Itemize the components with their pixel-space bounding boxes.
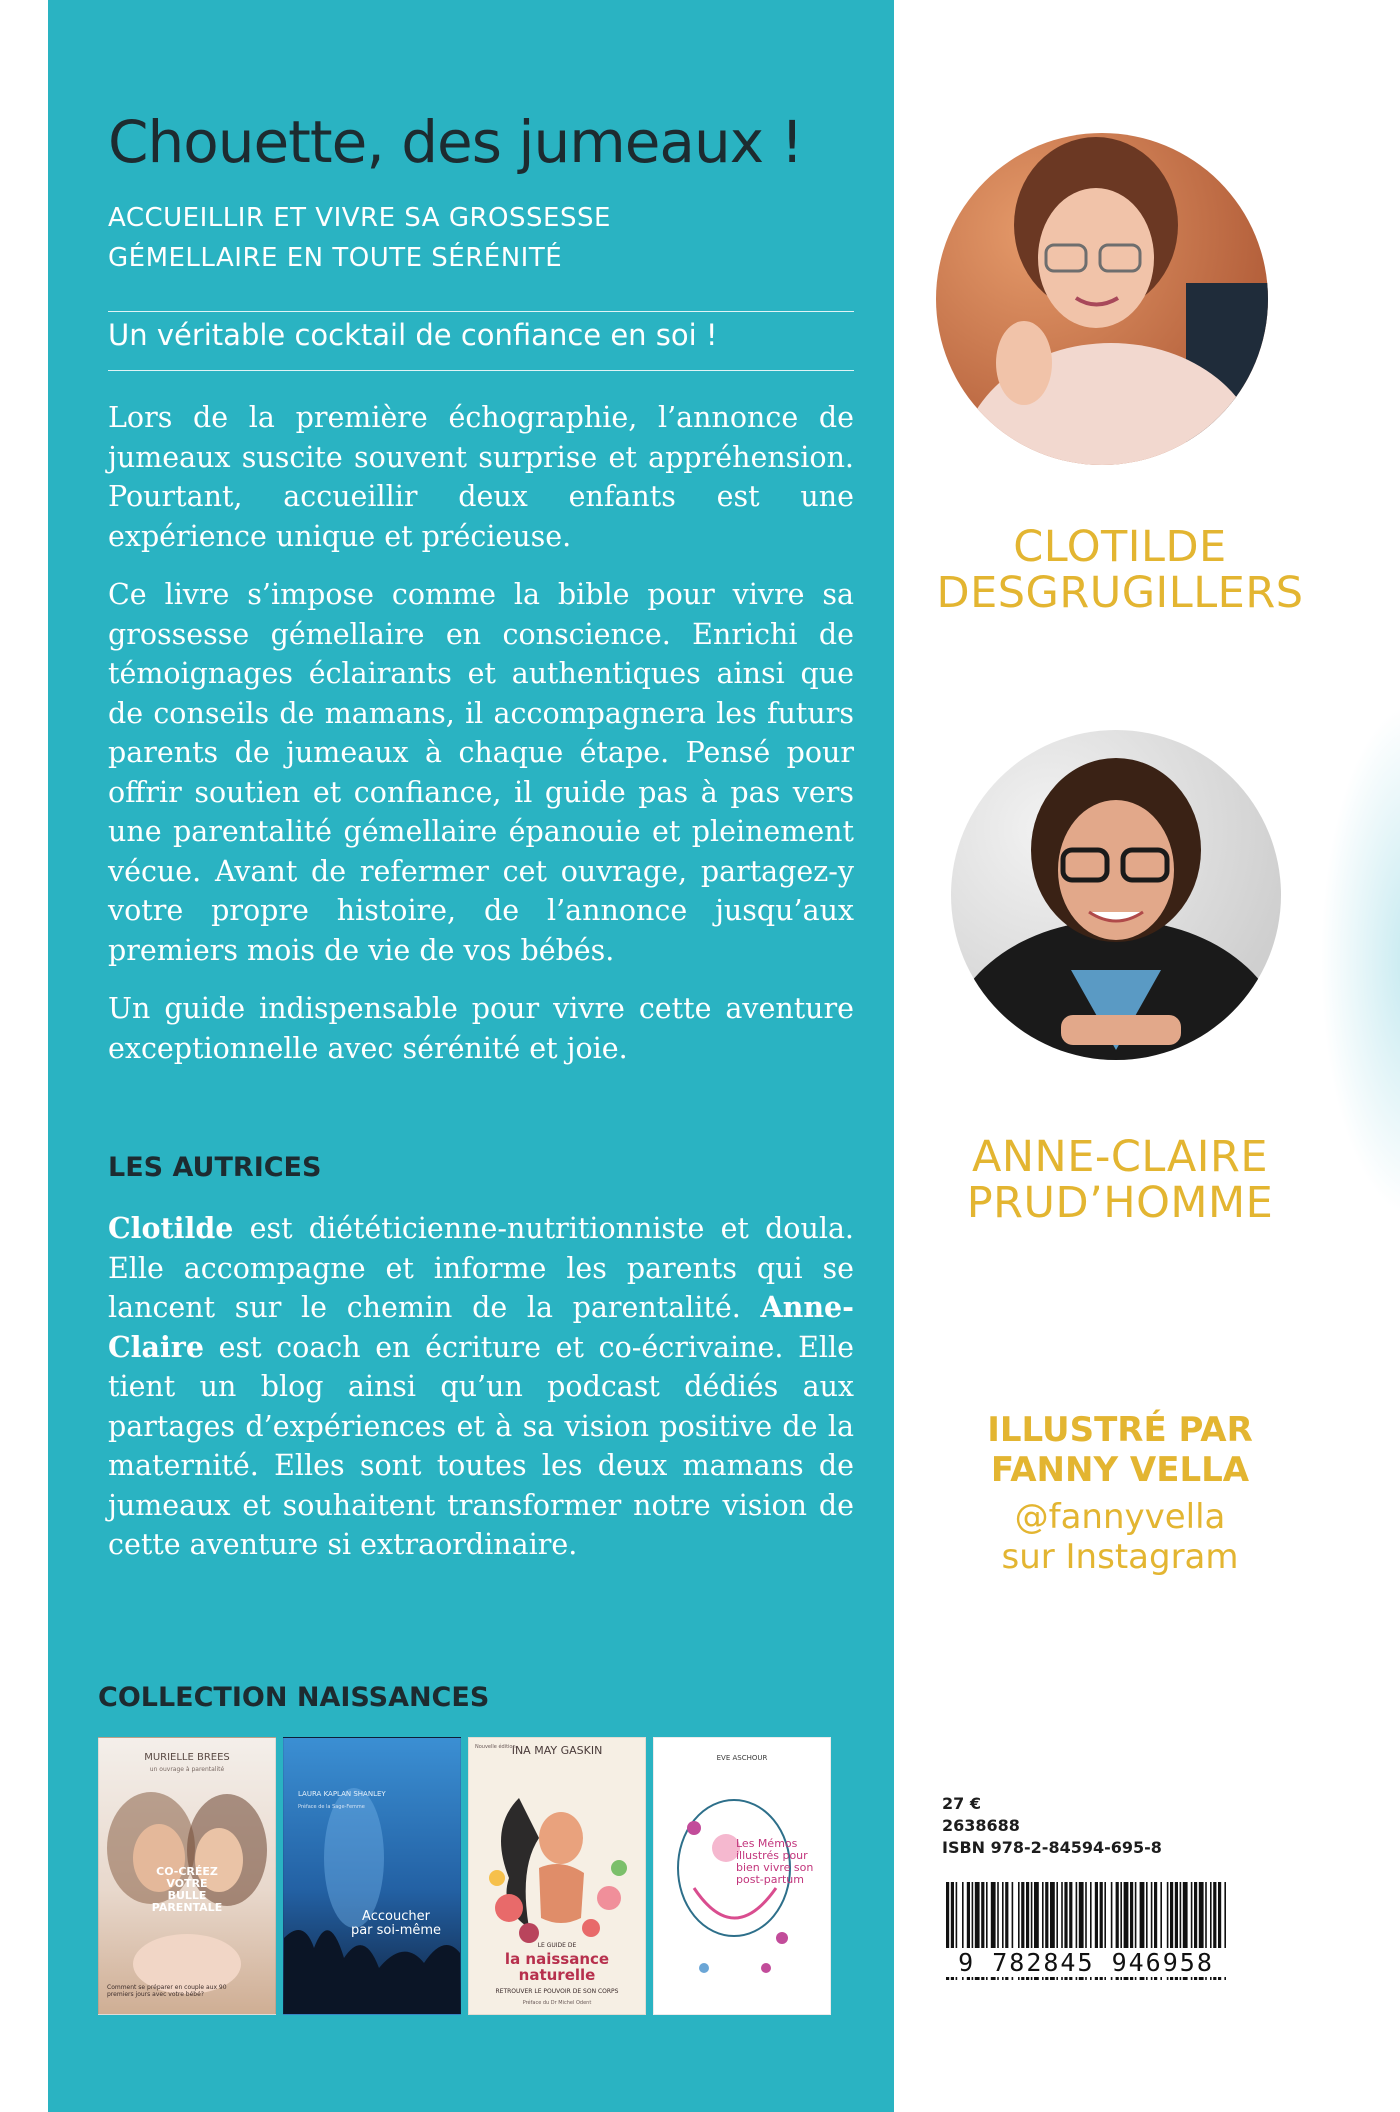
author-name-1: CLOTILDE DESGRUGILLERS (936, 522, 1304, 618)
portrait-art (951, 730, 1281, 1060)
divider-top (108, 311, 854, 312)
collection-books (98, 1737, 858, 2013)
bio-anne-claire: est coach en écriture et co-écrivaine. Elle tient un blog ainsi qu’un podcast dédiés aux partages d’expériences et à sa vision positive de la maternité. Elles sont toutes les deux mamans de jumeaux et souhaitent transformer notre vision de cette aventure si extraordinaire. (108, 1330, 854, 1561)
author-name-anne-claire: Anne-Claire (108, 1290, 854, 1364)
illustrator-credit: ILLUSTRÉ PAR FANNY VELLA (987, 1410, 1253, 1490)
subtitle-line-1: ACCUEILLIR ET VIVRE SA GROSSESSE (108, 203, 611, 233)
portrait-art (936, 133, 1268, 465)
authors-heading: LES AUTRICES (108, 1152, 322, 1183)
book-title: la naissance naturelle (504, 1950, 610, 1984)
book-title: Chouette, des jumeaux ! (108, 108, 803, 176)
instagram-handle: @fannyvella (1014, 1497, 1226, 1537)
author-photo-clotilde (936, 133, 1268, 465)
book-subtitle (108, 198, 611, 278)
author-name-2: ANNE-CLAIRE PRUD’HOMME (966, 1132, 1274, 1228)
book-author: LAURA KAPLAN SHANLEY (298, 1790, 386, 1798)
description (108, 398, 854, 1087)
book-preface: Préface du Dr Michel Odent (522, 2000, 592, 2006)
bio-clotilde: est diététicienne-nutritionniste et doula. Elle accompagne et informe les parents qui se lancent sur le chemin de la parentalité. (108, 1212, 854, 1324)
barcode-digits: 9 782845 946958 (942, 1948, 1230, 1977)
book-author: MURIELLE BREES (144, 1752, 230, 1763)
book-title: CO-CRÉEZ VOTRE BULLE PARENTALE (151, 1865, 223, 1914)
silhouette-art (284, 1738, 460, 2014)
instagram-label: sur Instagram (1001, 1537, 1239, 1577)
book-cover-cocreez (98, 1737, 276, 2015)
book-footer: RETROUVER LE POUVOIR DE SON CORPS (495, 1988, 619, 1995)
book-cover-accoucher (283, 1737, 461, 2015)
collection-heading: COLLECTION NAISSANCES (98, 1682, 490, 1713)
book-title: Les Mémos illustrés pour bien vivre son post-partum (736, 1837, 814, 1886)
book-author: EVE ASCHOUR (716, 1754, 768, 1762)
tagline: Un véritable cocktail de confiance en soi ! (108, 318, 718, 352)
book-cover-memos (653, 1737, 831, 2015)
description-paragraph: Lors de la première échographie, l’annonce de jumeaux suscite souvent surprise et appréhension. Pourtant, accueillir deux enfants est une expérience unique et précieuse. (108, 401, 854, 553)
price-block (942, 1793, 1162, 1859)
isbn: ISBN 978-2-84594-695-8 (942, 1838, 1162, 1857)
author-photo-anne-claire (951, 730, 1281, 1060)
watercolor-decoration (1320, 700, 1400, 1220)
description-paragraph: Ce livre s’impose comme la bible pour vivre sa grossesse gémellaire en conscience. Enrichi de témoignages éclairants et authentiques ainsi que de conseils de mamans, il accompagnera les futurs parents de jumeaux à chaque étape. Pensé pour offrir soutien et confiance, il guide pas à pas vers une parentalité gémellaire épanouie et pleinement vécue. Avant de refermer cet ouvrage, partagez-y votre propre histoire, de l’annonce jusqu’aux premiers mois de vie de vos bébés. (108, 578, 854, 967)
book-author-sub: Nouvelle édition (475, 1744, 516, 1750)
book-author: INA MAY GASKIN (511, 1744, 603, 1757)
book-kicker: LE GUIDE DE (537, 1942, 577, 1949)
product-code: 2638688 (942, 1816, 1020, 1835)
description-paragraph: Un guide indispensable pour vivre cette aventure exceptionnelle avec sérénité et joie. (108, 992, 854, 1065)
illustrator-social (930, 1497, 1310, 1577)
author-name-clotilde: Clotilde (108, 1211, 234, 1245)
book-footer: Comment se préparer en couple aux 90 premiers jours avec votre bébé? (107, 1984, 227, 1998)
book-author-sub: un ouvrage à parentalité (149, 1766, 225, 1773)
book-title: Accoucher par soi-même (350, 1909, 442, 1938)
divider-bottom (108, 370, 854, 371)
price: 27 € (942, 1794, 981, 1813)
subtitle-line-2: GÉMELLAIRE EN TOUTE SÉRÉNITÉ (108, 243, 563, 273)
book-cover-naissance-naturelle (468, 1737, 646, 2015)
authors-bio (108, 1209, 854, 1584)
book-author-sub: Préface de la Sage-Femme (298, 1804, 365, 1810)
